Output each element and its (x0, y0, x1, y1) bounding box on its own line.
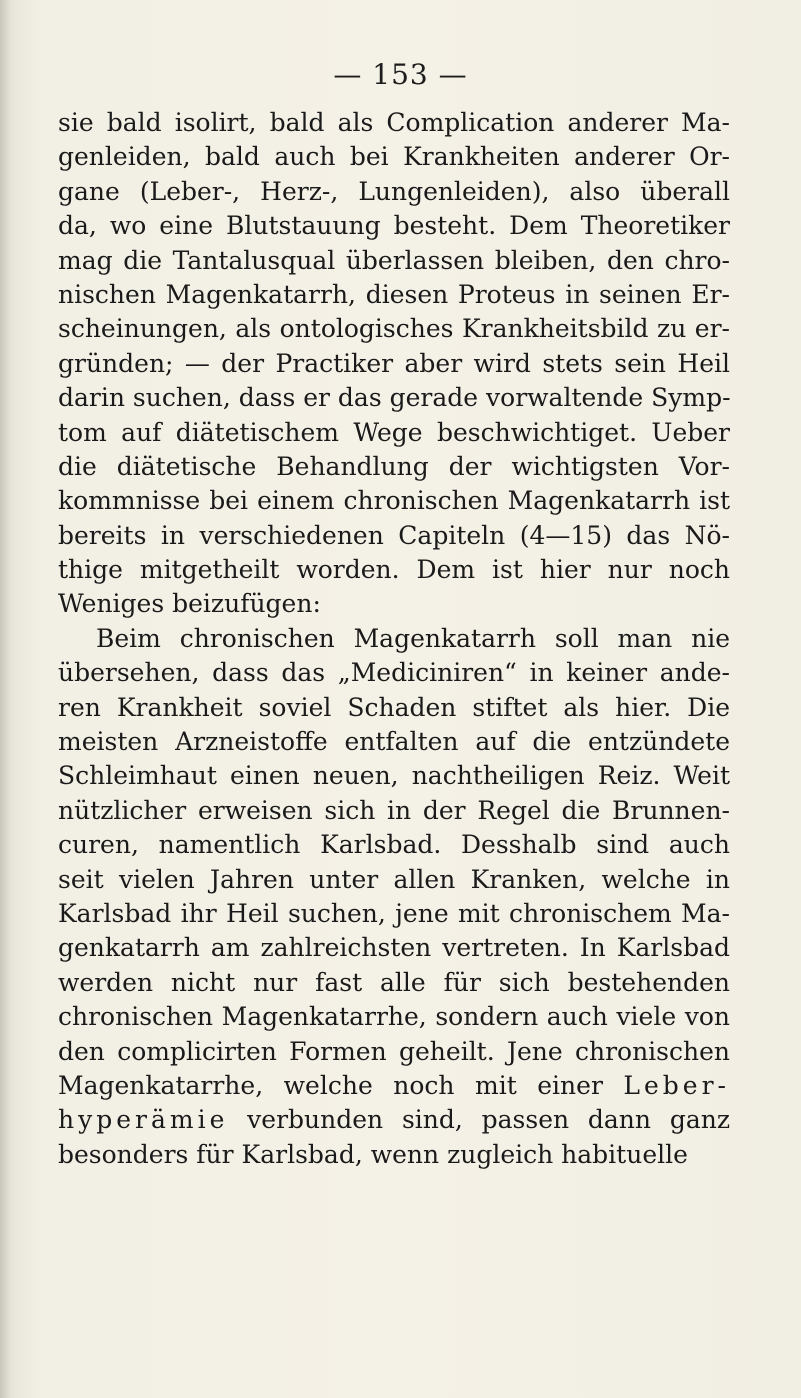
text-line: kommnisse bei einem chronischen Magenkatarrh ist (58, 486, 730, 516)
text-line: darin suchen, dass er das gerade vorwaltende Symp- (58, 383, 731, 413)
text-line: übersehen, dass das „Mediciniren“ in keiner ande- (58, 658, 730, 688)
text-line: mag die Tantalusqual überlassen bleiben, den chro- (58, 245, 730, 275)
text-line: curen, namentlich Karlsbad. Desshalb sind auch (58, 830, 730, 860)
text-line: den complicirten Formen geheilt. Jene chronischen (58, 1036, 730, 1066)
text-line: Weniges beizufügen: (58, 589, 321, 619)
text-line: tom auf diätetischem Wege beschwichtiget. Ueber (58, 417, 730, 447)
text-line: ren Krankheit soviel Schaden stiftet als hier. Die (58, 692, 730, 722)
text-line: Karlsbad ihr Heil suchen, jene mit chronischem Ma- (58, 898, 730, 928)
text-line: Schleimhaut einen neuen, nachtheiligen Reiz. Weit (58, 761, 730, 791)
spaced-emphasis: hyperämie (58, 1105, 229, 1135)
text-line: sie bald isolirt, bald als Complication anderer Ma- (58, 108, 730, 137)
text-line: bereits in verschiedenen Capiteln (4—15) das Nö- (58, 520, 730, 550)
text-line: seit vielen Jahren unter allen Kranken, welche in (58, 864, 730, 894)
text-line: Beim chronischen Magenkatarrh soll man nie (96, 623, 730, 653)
text-line: genleiden, bald auch bei Krankheiten anderer Or- (58, 142, 730, 172)
body-text (58, 106, 730, 1172)
text-line-spaced (58, 1069, 730, 1103)
text-line: besonders für Karlsbad, wenn zugleich habituelle (58, 1139, 688, 1169)
page-spine-shadow (0, 0, 10, 1398)
text-line: gründen; — der Practiker aber wird stets sein Heil (58, 348, 730, 378)
text-line: thige mitgetheilt worden. Dem ist hier nur noch (58, 555, 730, 585)
text-line: meisten Arzneistoffe entfalten auf die entzündete (58, 727, 730, 757)
text-line: genkatarrh am zahlreichsten vertreten. In Karlsbad (58, 933, 730, 963)
text-run: verbunden sind, passen dann ganz (228, 1105, 730, 1135)
text-line: da, wo eine Blutstauung besteht. Dem Theoretiker (58, 211, 730, 241)
text-line: scheinungen, als ontologisches Krankheitsbild zu er- (58, 314, 730, 344)
text-line: gane (Leber-, Herz-, Lungenleiden), also überall (58, 176, 730, 206)
text-line: nischen Magenkatarrh, diesen Proteus in seinen Er- (58, 279, 730, 309)
text-line-spaced (58, 1103, 730, 1137)
spaced-emphasis: Leber- (623, 1070, 730, 1100)
text-line: chronischen Magenkatarrhe, sondern auch viele von (58, 1002, 730, 1032)
text-line: werden nicht nur fast alle für sich bestehenden (58, 967, 730, 997)
text-line: die diätetische Behandlung der wichtigsten Vor- (58, 451, 730, 481)
text-run: Magenkatarrhe, welche noch mit einer (58, 1070, 624, 1100)
page-number: — 153 — (333, 58, 468, 91)
text-line: nützlicher erweisen sich in der Regel die Brunnen- (58, 795, 730, 825)
